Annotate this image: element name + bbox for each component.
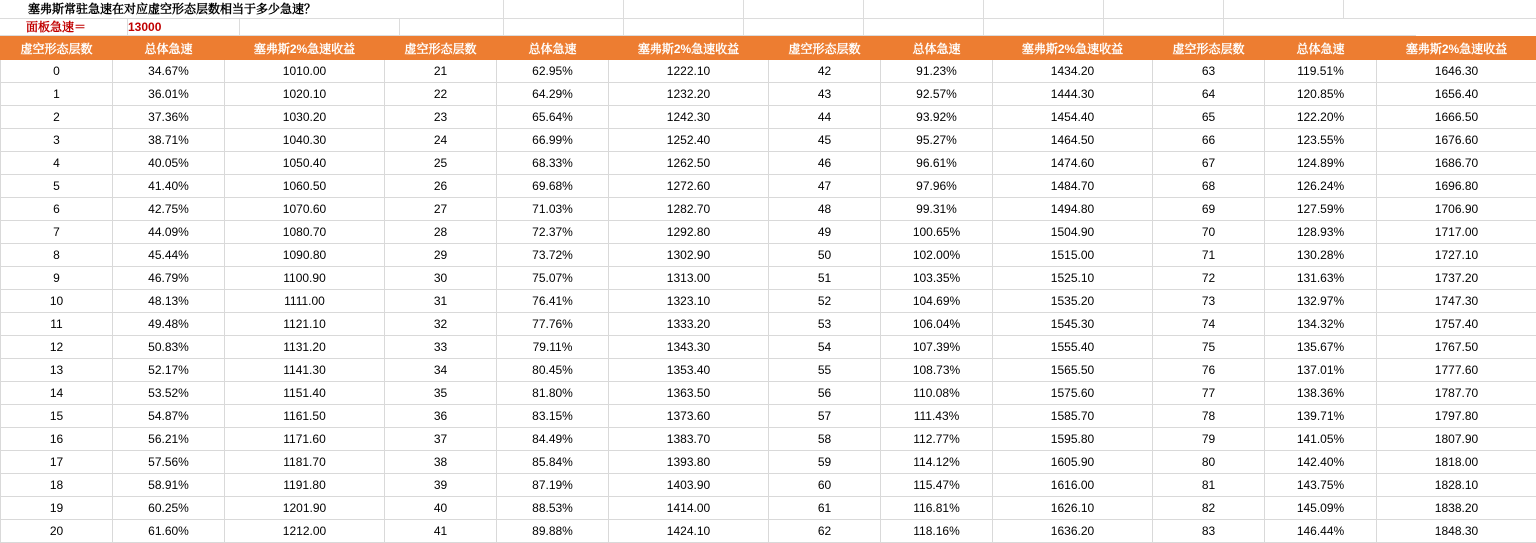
cell-level: 25 — [385, 152, 497, 175]
cell-gain: 1090.80 — [225, 244, 385, 267]
cell-level: 48 — [769, 198, 881, 221]
col-header-level-2: 虚空形态层数 — [385, 37, 497, 60]
cell-gain: 1626.10 — [993, 497, 1153, 520]
cell-level: 33 — [385, 336, 497, 359]
cell-level: 3 — [1, 129, 113, 152]
cell-haste: 58.91% — [113, 474, 225, 497]
cell-level: 1 — [1, 83, 113, 106]
cell-haste: 142.40% — [1265, 451, 1377, 474]
cell-haste: 114.12% — [881, 451, 993, 474]
cell-gain: 1111.00 — [225, 290, 385, 313]
cell-gain: 1282.70 — [609, 198, 769, 221]
cell-gain: 1545.30 — [993, 313, 1153, 336]
cell-gain: 1191.80 — [225, 474, 385, 497]
cell-haste: 81.80% — [497, 382, 609, 405]
cell-gain: 1151.40 — [225, 382, 385, 405]
cell-level: 83 — [1153, 520, 1265, 543]
cell-gain: 1313.00 — [609, 267, 769, 290]
table-row — [1, 267, 1536, 290]
cell-gain: 1656.40 — [1377, 83, 1536, 106]
cell-level: 73 — [1153, 290, 1265, 313]
cell-haste: 97.96% — [881, 175, 993, 198]
cell-gain: 1161.50 — [225, 405, 385, 428]
cell-haste: 71.03% — [497, 198, 609, 221]
cell-haste: 91.23% — [881, 60, 993, 83]
cell-haste: 73.72% — [497, 244, 609, 267]
cell-level: 69 — [1153, 198, 1265, 221]
cell-gain: 1222.10 — [609, 60, 769, 83]
table-row — [1, 474, 1536, 497]
cell-haste: 112.77% — [881, 428, 993, 451]
cell-gain: 1201.90 — [225, 497, 385, 520]
cell-gain: 1040.30 — [225, 129, 385, 152]
cell-gain: 1747.30 — [1377, 290, 1536, 313]
panel-haste-label: 面板急速＝ — [0, 19, 127, 35]
cell-haste: 120.85% — [1265, 83, 1377, 106]
cell-gain: 1010.00 — [225, 60, 385, 83]
cell-gain: 1464.50 — [993, 129, 1153, 152]
table-row — [1, 428, 1536, 451]
page-title: 塞弗斯常驻急速在对应虚空形态层数相当于多少急速？ — [0, 0, 503, 18]
table-header-row — [1, 37, 1536, 60]
cell-gain: 1393.80 — [609, 451, 769, 474]
cell-level: 71 — [1153, 244, 1265, 267]
cell-gain: 1737.20 — [1377, 267, 1536, 290]
cell-haste: 42.75% — [113, 198, 225, 221]
cell-level: 2 — [1, 106, 113, 129]
cell-haste: 131.63% — [1265, 267, 1377, 290]
cell-level: 20 — [1, 520, 113, 543]
cell-gain: 1828.10 — [1377, 474, 1536, 497]
table-row — [1, 405, 1536, 428]
cell-level: 8 — [1, 244, 113, 267]
table-row — [1, 221, 1536, 244]
cell-haste: 87.19% — [497, 474, 609, 497]
table-row — [1, 152, 1536, 175]
cell-gain: 1595.80 — [993, 428, 1153, 451]
cell-haste: 41.40% — [113, 175, 225, 198]
cell-haste: 104.69% — [881, 290, 993, 313]
cell-haste: 49.48% — [113, 313, 225, 336]
cell-level: 76 — [1153, 359, 1265, 382]
cell-level: 63 — [1153, 60, 1265, 83]
cell-haste: 103.35% — [881, 267, 993, 290]
cell-level: 67 — [1153, 152, 1265, 175]
cell-haste: 61.60% — [113, 520, 225, 543]
cell-gain: 1070.60 — [225, 198, 385, 221]
cell-gain: 1050.40 — [225, 152, 385, 175]
cell-haste: 76.41% — [497, 290, 609, 313]
cell-gain: 1060.50 — [225, 175, 385, 198]
cell-haste: 72.37% — [497, 221, 609, 244]
cell-level: 39 — [385, 474, 497, 497]
cell-haste: 37.36% — [113, 106, 225, 129]
panel-haste-value: 13000 — [128, 19, 239, 35]
table-row — [1, 520, 1536, 543]
col-header-haste-1: 总体急速 — [113, 37, 225, 60]
cell-gain: 1848.30 — [1377, 520, 1536, 543]
cell-gain: 1434.20 — [993, 60, 1153, 83]
cell-haste: 107.39% — [881, 336, 993, 359]
cell-gain: 1171.60 — [225, 428, 385, 451]
cell-level: 15 — [1, 405, 113, 428]
cell-haste: 95.27% — [881, 129, 993, 152]
cell-haste: 119.51% — [1265, 60, 1377, 83]
col-header-haste-3: 总体急速 — [881, 37, 993, 60]
cell-level: 60 — [769, 474, 881, 497]
cell-gain: 1494.80 — [993, 198, 1153, 221]
cell-level: 19 — [1, 497, 113, 520]
cell-level: 23 — [385, 106, 497, 129]
cell-gain: 1757.40 — [1377, 313, 1536, 336]
cell-haste: 143.75% — [1265, 474, 1377, 497]
cell-haste: 54.87% — [113, 405, 225, 428]
cell-haste: 66.99% — [497, 129, 609, 152]
cell-haste: 34.67% — [113, 60, 225, 83]
cell-haste: 53.52% — [113, 382, 225, 405]
cell-haste: 139.71% — [1265, 405, 1377, 428]
cell-gain: 1414.00 — [609, 497, 769, 520]
cell-level: 54 — [769, 336, 881, 359]
cell-gain: 1838.20 — [1377, 497, 1536, 520]
cell-haste: 84.49% — [497, 428, 609, 451]
cell-haste: 45.44% — [113, 244, 225, 267]
cell-gain: 1383.70 — [609, 428, 769, 451]
cell-haste: 75.07% — [497, 267, 609, 290]
cell-gain: 1575.60 — [993, 382, 1153, 405]
cell-gain: 1424.10 — [609, 520, 769, 543]
cell-gain: 1504.90 — [993, 221, 1153, 244]
cell-haste: 40.05% — [113, 152, 225, 175]
cell-gain: 1646.30 — [1377, 60, 1536, 83]
table-row — [1, 382, 1536, 405]
cell-gain: 1363.50 — [609, 382, 769, 405]
cell-haste: 106.04% — [881, 313, 993, 336]
cell-gain: 1444.30 — [993, 83, 1153, 106]
cell-level: 31 — [385, 290, 497, 313]
cell-level: 14 — [1, 382, 113, 405]
cell-gain: 1080.70 — [225, 221, 385, 244]
cell-level: 78 — [1153, 405, 1265, 428]
col-header-gain-2: 塞弗斯2%急速收益 — [609, 37, 769, 60]
cell-gain: 1242.30 — [609, 106, 769, 129]
cell-haste: 141.05% — [1265, 428, 1377, 451]
cell-level: 26 — [385, 175, 497, 198]
cell-level: 9 — [1, 267, 113, 290]
table-row — [1, 83, 1536, 106]
cell-level: 80 — [1153, 451, 1265, 474]
cell-gain: 1353.40 — [609, 359, 769, 382]
cell-level: 32 — [385, 313, 497, 336]
title-row — [0, 0, 1536, 19]
cell-level: 74 — [1153, 313, 1265, 336]
cell-level: 64 — [1153, 83, 1265, 106]
cell-haste: 44.09% — [113, 221, 225, 244]
cell-haste: 96.61% — [881, 152, 993, 175]
cell-level: 5 — [1, 175, 113, 198]
cell-level: 42 — [769, 60, 881, 83]
cell-level: 18 — [1, 474, 113, 497]
cell-level: 70 — [1153, 221, 1265, 244]
cell-gain: 1181.70 — [225, 451, 385, 474]
cell-haste: 102.00% — [881, 244, 993, 267]
cell-gain: 1767.50 — [1377, 336, 1536, 359]
cell-gain: 1323.10 — [609, 290, 769, 313]
cell-haste: 89.88% — [497, 520, 609, 543]
cell-gain: 1484.70 — [993, 175, 1153, 198]
cell-level: 30 — [385, 267, 497, 290]
cell-level: 82 — [1153, 497, 1265, 520]
cell-haste: 79.11% — [497, 336, 609, 359]
cell-gain: 1403.90 — [609, 474, 769, 497]
table-row — [1, 60, 1536, 83]
cell-level: 11 — [1, 313, 113, 336]
cell-gain: 1818.00 — [1377, 451, 1536, 474]
cell-gain: 1515.00 — [993, 244, 1153, 267]
col-header-level-3: 虚空形态层数 — [769, 37, 881, 60]
cell-gain: 1100.90 — [225, 267, 385, 290]
cell-gain: 1020.10 — [225, 83, 385, 106]
col-header-gain-4: 塞弗斯2%急速收益 — [1377, 37, 1536, 60]
cell-gain: 1121.10 — [225, 313, 385, 336]
cell-gain: 1605.90 — [993, 451, 1153, 474]
cell-level: 40 — [385, 497, 497, 520]
cell-gain: 1666.50 — [1377, 106, 1536, 129]
table-row — [1, 497, 1536, 520]
cell-haste: 50.83% — [113, 336, 225, 359]
cell-level: 44 — [769, 106, 881, 129]
col-header-gain-1: 塞弗斯2%急速收益 — [225, 37, 385, 60]
cell-haste: 100.65% — [881, 221, 993, 244]
cell-haste: 124.89% — [1265, 152, 1377, 175]
table-body — [1, 60, 1536, 543]
cell-gain: 1585.70 — [993, 405, 1153, 428]
col-header-level-1: 虚空形态层数 — [1, 37, 113, 60]
table-row — [1, 175, 1536, 198]
cell-level: 72 — [1153, 267, 1265, 290]
cell-level: 38 — [385, 451, 497, 474]
cell-haste: 48.13% — [113, 290, 225, 313]
cell-haste: 127.59% — [1265, 198, 1377, 221]
cell-gain: 1333.20 — [609, 313, 769, 336]
cell-haste: 99.31% — [881, 198, 993, 221]
cell-gain: 1535.20 — [993, 290, 1153, 313]
cell-level: 75 — [1153, 336, 1265, 359]
cell-level: 10 — [1, 290, 113, 313]
cell-level: 49 — [769, 221, 881, 244]
cell-level: 28 — [385, 221, 497, 244]
cell-level: 4 — [1, 152, 113, 175]
cell-level: 27 — [385, 198, 497, 221]
cell-gain: 1302.90 — [609, 244, 769, 267]
table-row — [1, 106, 1536, 129]
cell-level: 47 — [769, 175, 881, 198]
cell-haste: 111.43% — [881, 405, 993, 428]
cell-haste: 123.55% — [1265, 129, 1377, 152]
table-row — [1, 336, 1536, 359]
cell-haste: 68.33% — [497, 152, 609, 175]
cell-level: 12 — [1, 336, 113, 359]
cell-level: 17 — [1, 451, 113, 474]
cell-haste: 128.93% — [1265, 221, 1377, 244]
cell-haste: 57.56% — [113, 451, 225, 474]
cell-haste: 64.29% — [497, 83, 609, 106]
cell-haste: 146.44% — [1265, 520, 1377, 543]
cell-haste: 93.92% — [881, 106, 993, 129]
cell-level: 55 — [769, 359, 881, 382]
table-row — [1, 198, 1536, 221]
cell-haste: 38.71% — [113, 129, 225, 152]
cell-haste: 36.01% — [113, 83, 225, 106]
cell-level: 51 — [769, 267, 881, 290]
cell-gain: 1797.80 — [1377, 405, 1536, 428]
cell-gain: 1565.50 — [993, 359, 1153, 382]
cell-level: 24 — [385, 129, 497, 152]
cell-level: 53 — [769, 313, 881, 336]
cell-haste: 52.17% — [113, 359, 225, 382]
cell-haste: 92.57% — [881, 83, 993, 106]
cell-gain: 1696.80 — [1377, 175, 1536, 198]
cell-gain: 1252.40 — [609, 129, 769, 152]
cell-gain: 1777.60 — [1377, 359, 1536, 382]
cell-level: 41 — [385, 520, 497, 543]
cell-level: 36 — [385, 405, 497, 428]
cell-haste: 56.21% — [113, 428, 225, 451]
cell-level: 0 — [1, 60, 113, 83]
cell-level: 66 — [1153, 129, 1265, 152]
cell-haste: 116.81% — [881, 497, 993, 520]
cell-haste: 137.01% — [1265, 359, 1377, 382]
cell-level: 58 — [769, 428, 881, 451]
cell-level: 22 — [385, 83, 497, 106]
cell-gain: 1141.30 — [225, 359, 385, 382]
cell-level: 16 — [1, 428, 113, 451]
cell-level: 65 — [1153, 106, 1265, 129]
cell-haste: 80.45% — [497, 359, 609, 382]
cell-gain: 1343.30 — [609, 336, 769, 359]
cell-gain: 1676.60 — [1377, 129, 1536, 152]
cell-haste: 115.47% — [881, 474, 993, 497]
cell-gain: 1030.20 — [225, 106, 385, 129]
cell-gain: 1272.60 — [609, 175, 769, 198]
cell-gain: 1262.50 — [609, 152, 769, 175]
cell-gain: 1212.00 — [225, 520, 385, 543]
cell-gain: 1706.90 — [1377, 198, 1536, 221]
cell-level: 77 — [1153, 382, 1265, 405]
cell-haste: 77.76% — [497, 313, 609, 336]
cell-haste: 108.73% — [881, 359, 993, 382]
cell-level: 43 — [769, 83, 881, 106]
table-row — [1, 451, 1536, 474]
cell-haste: 69.68% — [497, 175, 609, 198]
cell-gain: 1787.70 — [1377, 382, 1536, 405]
cell-haste: 85.84% — [497, 451, 609, 474]
cell-gain: 1292.80 — [609, 221, 769, 244]
col-header-gain-3: 塞弗斯2%急速收益 — [993, 37, 1153, 60]
table-row — [1, 290, 1536, 313]
cell-haste: 135.67% — [1265, 336, 1377, 359]
panel-haste-row — [0, 19, 1536, 36]
cell-gain: 1717.00 — [1377, 221, 1536, 244]
cell-level: 37 — [385, 428, 497, 451]
cell-haste: 88.53% — [497, 497, 609, 520]
haste-conversion-table — [0, 36, 1536, 543]
cell-gain: 1232.20 — [609, 83, 769, 106]
cell-haste: 46.79% — [113, 267, 225, 290]
cell-gain: 1525.10 — [993, 267, 1153, 290]
cell-haste: 145.09% — [1265, 497, 1377, 520]
cell-level: 57 — [769, 405, 881, 428]
cell-haste: 65.64% — [497, 106, 609, 129]
cell-haste: 110.08% — [881, 382, 993, 405]
cell-level: 62 — [769, 520, 881, 543]
cell-haste: 83.15% — [497, 405, 609, 428]
cell-gain: 1474.60 — [993, 152, 1153, 175]
cell-level: 7 — [1, 221, 113, 244]
cell-level: 13 — [1, 359, 113, 382]
table-row — [1, 244, 1536, 267]
cell-haste: 60.25% — [113, 497, 225, 520]
cell-level: 50 — [769, 244, 881, 267]
cell-gain: 1727.10 — [1377, 244, 1536, 267]
cell-haste: 118.16% — [881, 520, 993, 543]
cell-level: 61 — [769, 497, 881, 520]
cell-haste: 62.95% — [497, 60, 609, 83]
cell-level: 21 — [385, 60, 497, 83]
cell-gain: 1636.20 — [993, 520, 1153, 543]
cell-gain: 1616.00 — [993, 474, 1153, 497]
cell-haste: 138.36% — [1265, 382, 1377, 405]
cell-level: 45 — [769, 129, 881, 152]
cell-level: 79 — [1153, 428, 1265, 451]
cell-haste: 126.24% — [1265, 175, 1377, 198]
cell-level: 59 — [769, 451, 881, 474]
cell-level: 35 — [385, 382, 497, 405]
cell-level: 34 — [385, 359, 497, 382]
cell-level: 46 — [769, 152, 881, 175]
cell-level: 52 — [769, 290, 881, 313]
cell-level: 68 — [1153, 175, 1265, 198]
table-row — [1, 129, 1536, 152]
cell-level: 6 — [1, 198, 113, 221]
col-header-haste-4: 总体急速 — [1265, 37, 1377, 60]
cell-level: 81 — [1153, 474, 1265, 497]
cell-gain: 1454.40 — [993, 106, 1153, 129]
cell-gain: 1686.70 — [1377, 152, 1536, 175]
cell-gain: 1807.90 — [1377, 428, 1536, 451]
cell-level: 29 — [385, 244, 497, 267]
cell-haste: 134.32% — [1265, 313, 1377, 336]
cell-level: 56 — [769, 382, 881, 405]
col-header-level-4: 虚空形态层数 — [1153, 37, 1265, 60]
cell-haste: 130.28% — [1265, 244, 1377, 267]
cell-haste: 122.20% — [1265, 106, 1377, 129]
col-header-haste-2: 总体急速 — [497, 37, 609, 60]
cell-haste: 132.97% — [1265, 290, 1377, 313]
cell-gain: 1131.20 — [225, 336, 385, 359]
table-row — [1, 313, 1536, 336]
cell-gain: 1555.40 — [993, 336, 1153, 359]
cell-gain: 1373.60 — [609, 405, 769, 428]
table-row — [1, 359, 1536, 382]
